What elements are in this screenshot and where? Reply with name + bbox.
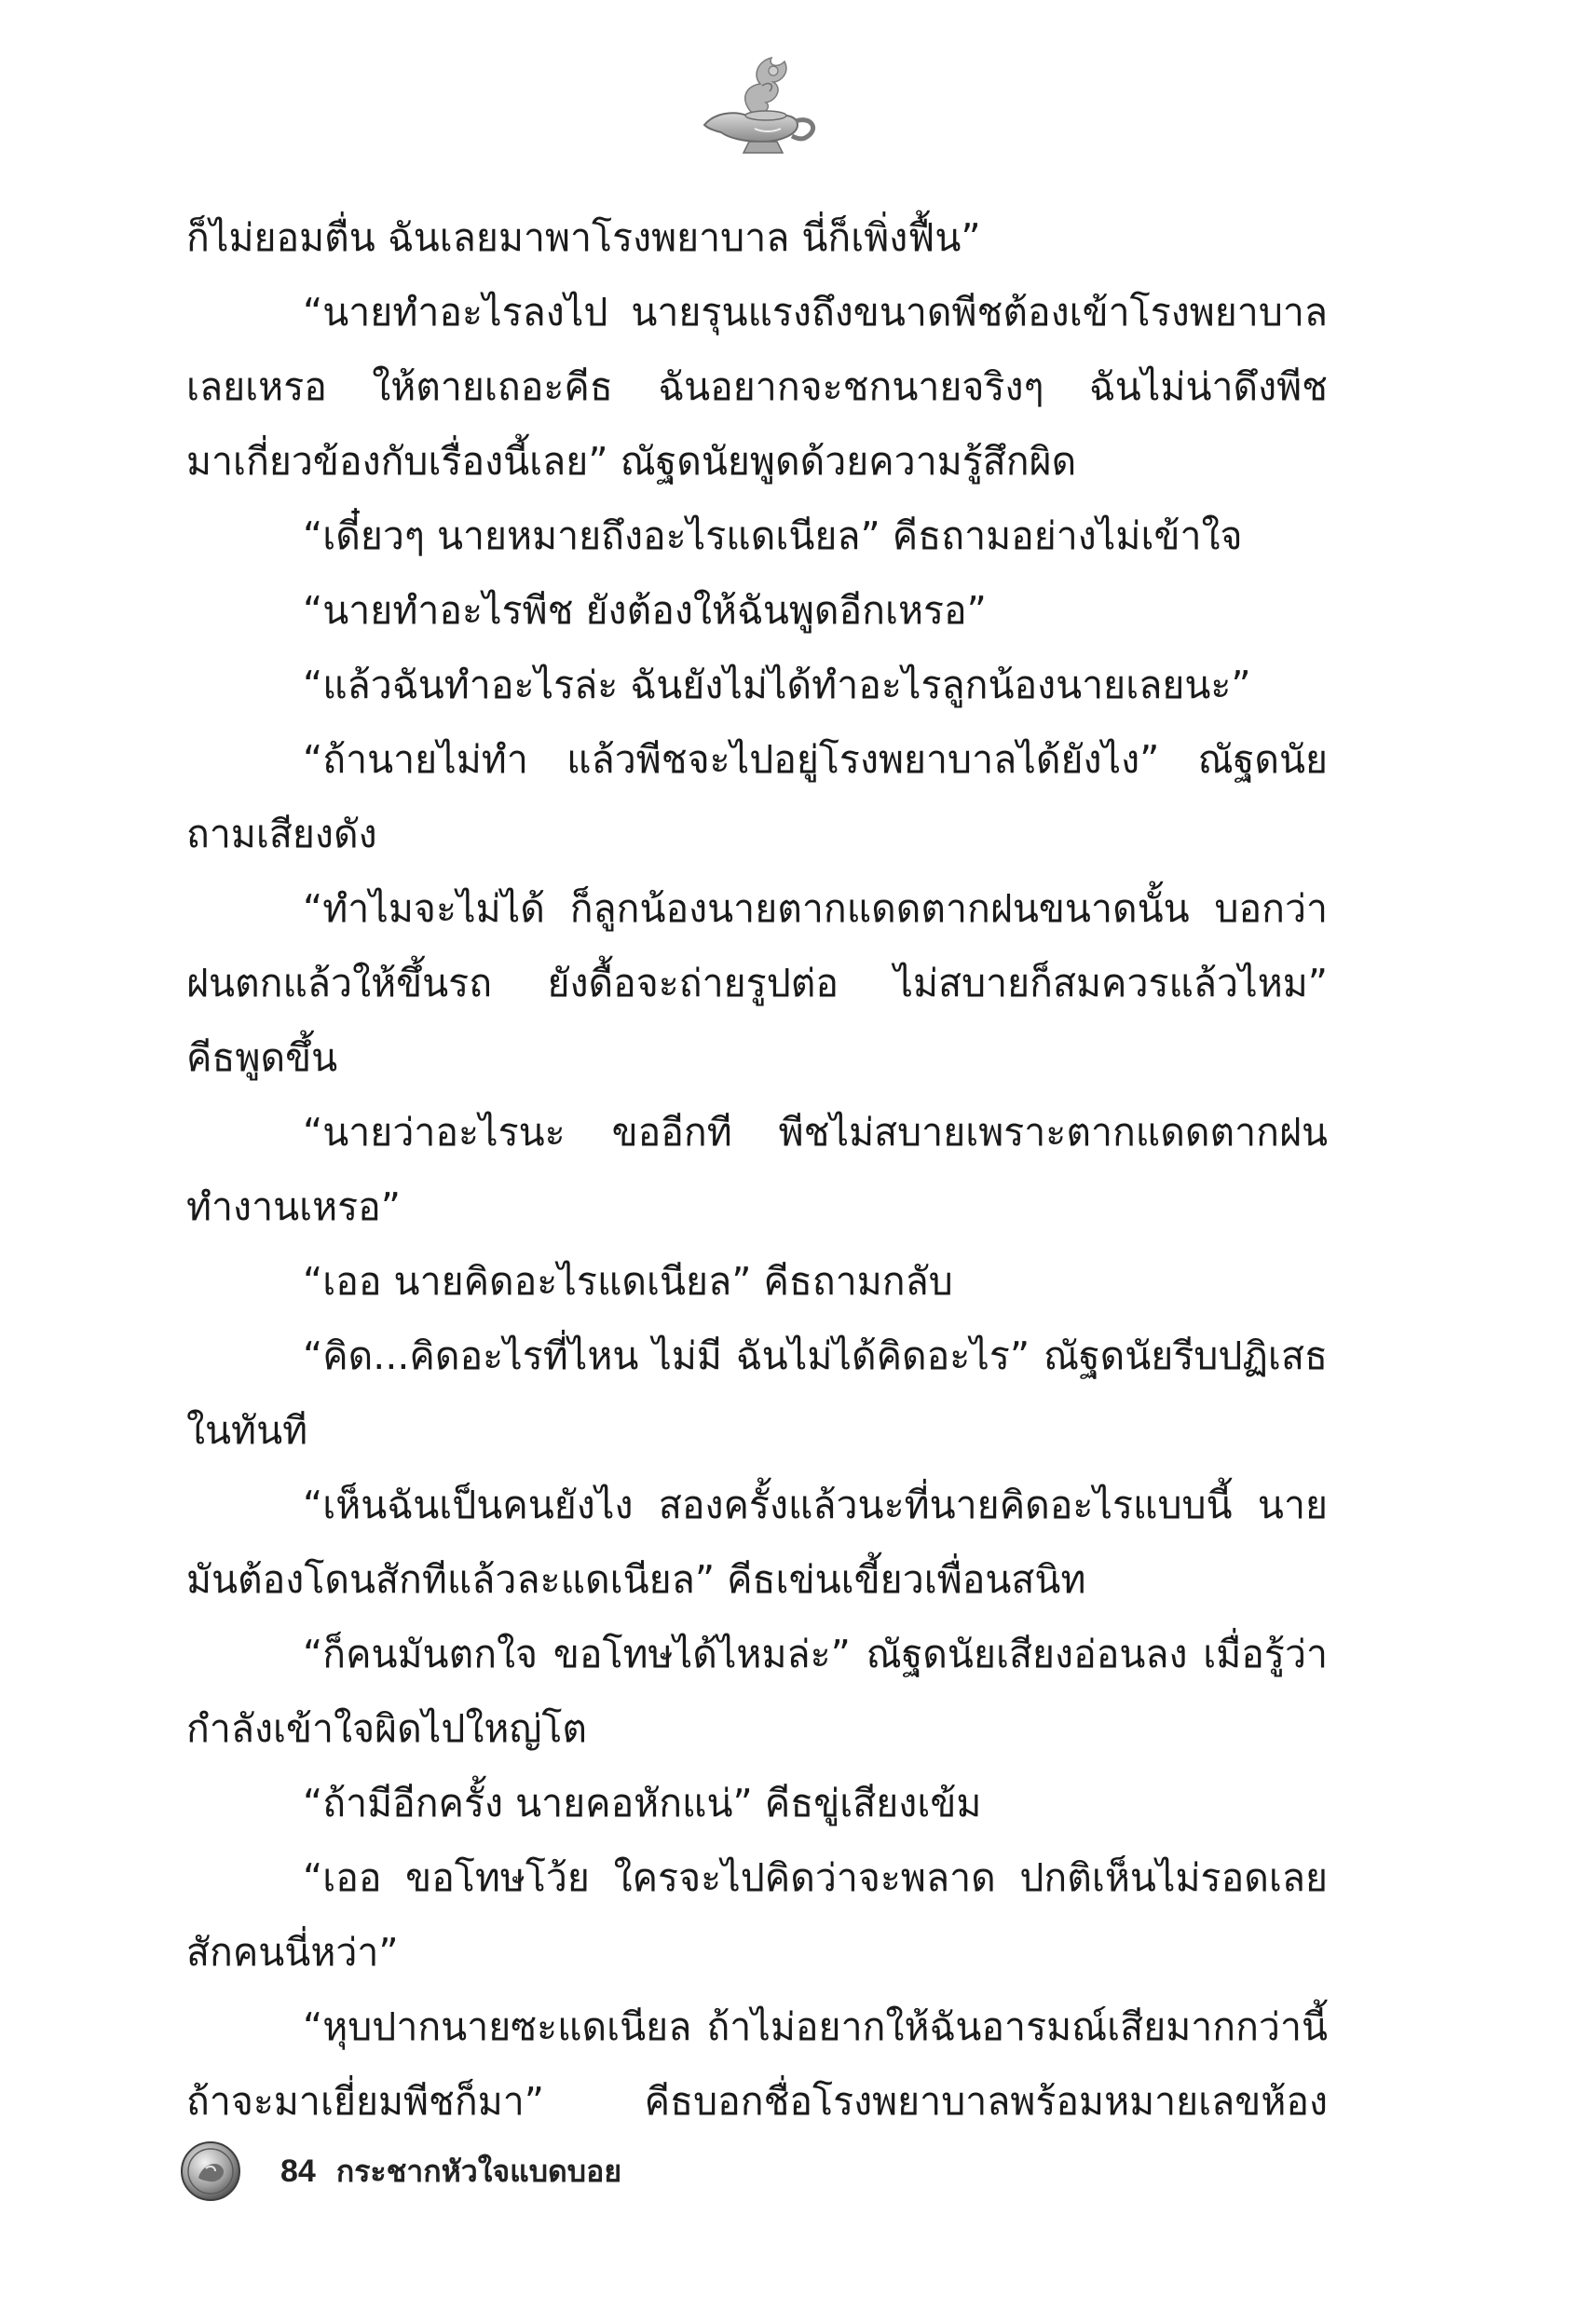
genie-lamp-ornament-icon [688, 48, 827, 160]
text-line: ในทันที [186, 1408, 308, 1453]
text-line: “นายว่าอะไรนะ ขออีกที พีชไม่สบายเพราะตากแดดตากฝน [303, 1110, 1328, 1155]
text-line: “เดี๋ยวๆ นายหมายถึงอะไรแดเนียล” คีธถามอย่างไม่เข้าใจ [303, 513, 1243, 558]
coin-medallion-icon [180, 2140, 241, 2202]
text-line: ก็ไม่ยอมตื่น ฉันเลยมาพาโรงพยาบาล นี่ก็เพิ่งฟื้น” [186, 215, 981, 260]
text-line: “นายทำอะไรพีช ยังต้องให้ฉันพูดอีกเหรอ” [303, 588, 987, 633]
text-line: “ทำไมจะไม่ได้ ก็ลูกน้องนายตากแดดตากฝนขนาดนั้น บอกว่า [303, 886, 1328, 931]
text-line: “เออ นายคิดอะไรแดเนียล” คีธถามกลับ [303, 1259, 953, 1304]
text-line: “ก็คนมันตกใจ ขอโทษได้ไหมล่ะ” ณัฐดนัยเสียงอ่อนลง เมื่อรู้ว่า [303, 1632, 1328, 1676]
text-line: “ถ้านายไม่ทำ แล้วพีชจะไปอยู่โรงพยาบาลได้ยังไง” ณัฐดนัย [303, 737, 1328, 782]
text-line: “คิด...คิดอะไรที่ไหน ไม่มี ฉันไม่ได้คิดอะไร” ณัฐดนัยรีบปฏิเสธ [303, 1333, 1328, 1378]
page-number: 84 [280, 2153, 316, 2189]
text-line: “แล้วฉันทำอะไรล่ะ ฉันยังไม่ได้ทำอะไรลูกน้องนายเลยนะ” [303, 663, 1251, 707]
text-line: ทำงานเหรอ” [186, 1184, 402, 1229]
text-line: กำลังเข้าใจผิดไปใหญ่โต [186, 1706, 588, 1751]
text-line: “เออ ขอโทษโว้ย ใครจะไปคิดว่าจะพลาด ปกติเห็นไม่รอดเลย [303, 1855, 1328, 1900]
text-line: คีธพูดขึ้น [186, 1035, 338, 1080]
text-line: “หุบปากนายซะแดเนียล ถ้าไม่อยากให้ฉันอารมณ์เสียมากกว่านี้ [303, 2004, 1328, 2049]
page-footer [180, 2134, 621, 2208]
text-line: ฝนตกแล้วให้ขึ้นรถ ยังดื้อจะถ่ายรูปต่อ ไม่สบายก็สมควรแล้วไหม” [186, 961, 1328, 1005]
text-line: มันต้องโดนสักทีแล้วละแดเนียล” คีธเข่นเขี้ยวเพื่อนสนิท [186, 1557, 1086, 1602]
page-body [186, 200, 1328, 2139]
text-line: เลยเหรอ ให้ตายเถอะคีธ ฉันอยากจะชกนายจริงๆ ฉันไม่น่าดึงพีช [186, 364, 1328, 409]
text-line: “เห็นฉันเป็นคนยังไง สองครั้งแล้วนะที่นายคิดอะไรแบบนี้ นาย [303, 1483, 1328, 1527]
text-line: สักคนนี่หว่า” [186, 1930, 399, 1975]
text-line: ถามเสียงดัง [186, 812, 377, 856]
text-line: “ถ้ามีอีกครั้ง นายคอหักแน่” คีธขู่เสียงเข้ม [303, 1781, 982, 1826]
text-line: ถ้าจะมาเยี่ยมพีชก็มา” คีธบอกชื่อโรงพยาบาลพร้อมหมายเลขห้อง [186, 2079, 1328, 2124]
text-line: มาเกี่ยวข้องกับเรื่องนี้เลย” ณัฐดนัยพูดด้วยความรู้สึกผิด [186, 439, 1077, 484]
book-title: กระชากหัวใจแบดบอย [335, 2153, 622, 2189]
text-line: “นายทำอะไรลงไป นายรุนแรงถึงขนาดพีชต้องเข้าโรงพยาบาล [303, 290, 1328, 335]
